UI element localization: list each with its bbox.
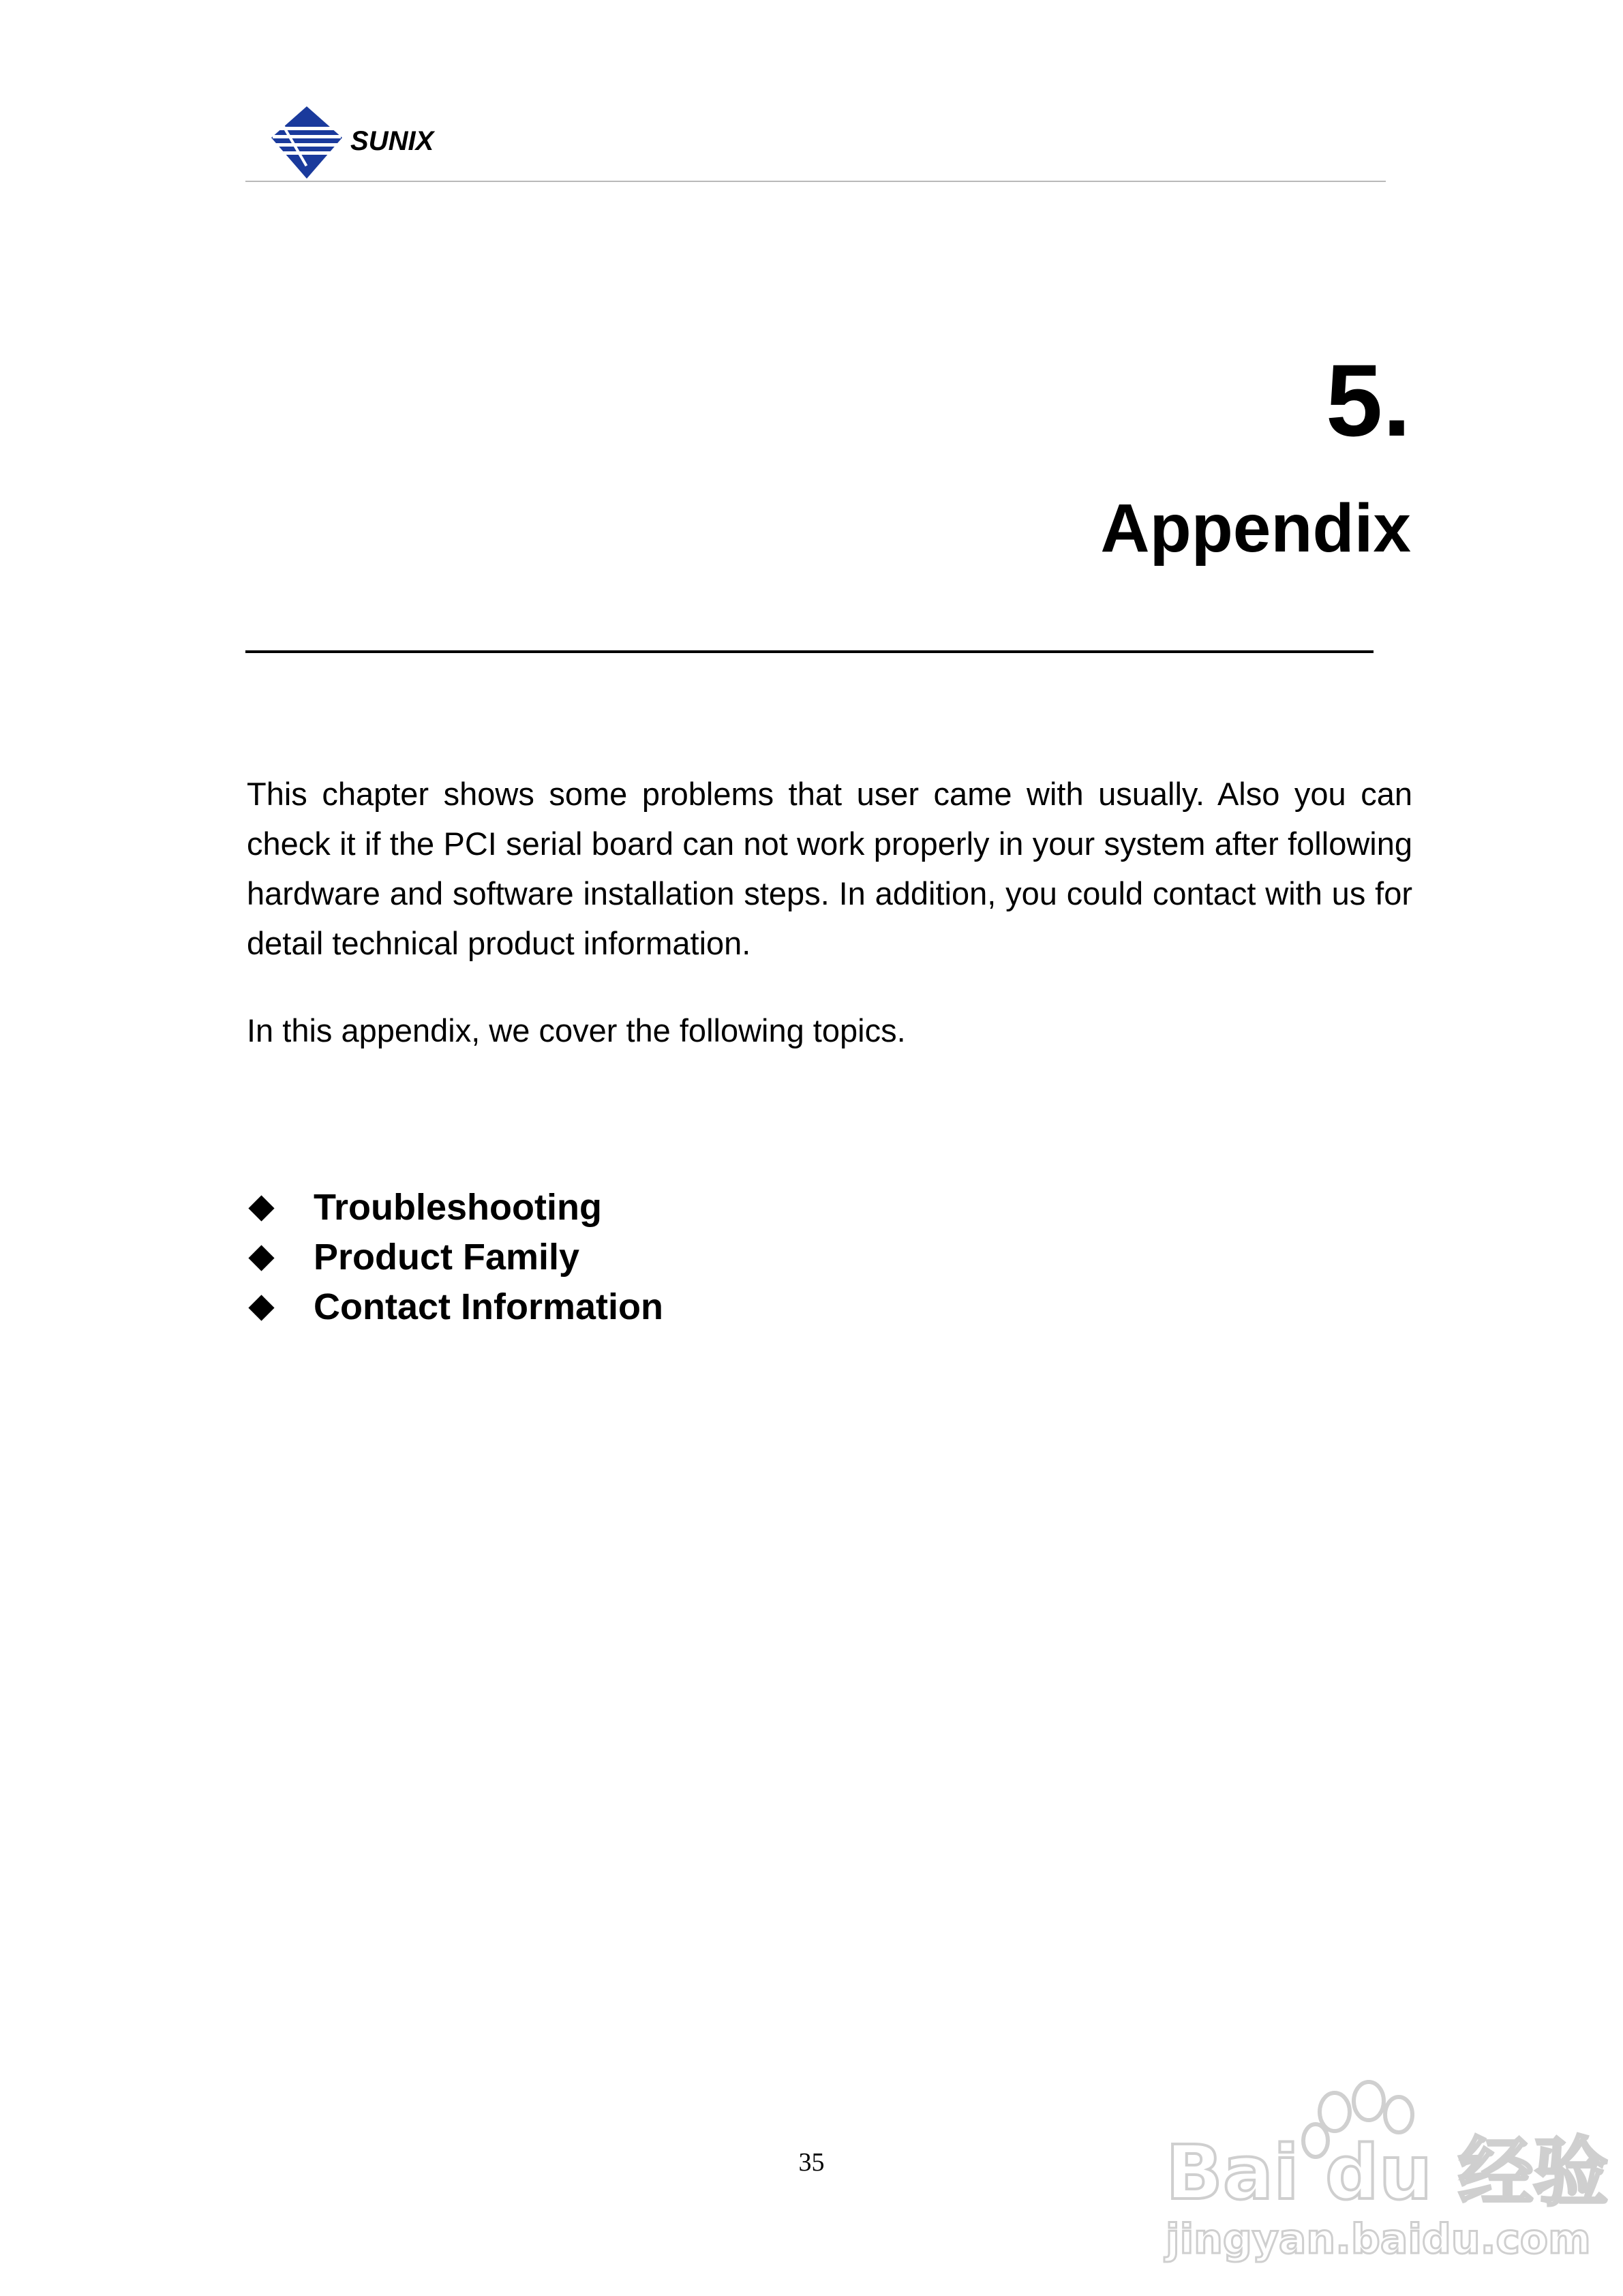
header-divider xyxy=(245,181,1386,182)
page-number: 35 xyxy=(798,2148,825,2177)
intro-paragraph: This chapter shows some problems that user came with usually. Also you can check it if the PCI serial board can not work properly in your system after following hardware and software installation steps. In addition, you could contact with us for detail technical product information. xyxy=(247,776,1412,961)
chapter-divider xyxy=(245,650,1374,653)
logo-wordmark: SUNIX xyxy=(350,126,434,156)
diamond-bullet-icon xyxy=(247,1293,275,1322)
topic-contact-information: Contact Information xyxy=(314,1286,663,1327)
topic-troubleshooting: Troubleshooting xyxy=(314,1187,602,1228)
list-item xyxy=(247,1282,663,1332)
list-item xyxy=(247,1183,663,1233)
diamond-bullet-icon xyxy=(247,1243,275,1272)
diamond-bullet-icon xyxy=(247,1194,275,1222)
topics-lead-paragraph: In this appendix, we cover the following topics. xyxy=(247,1012,906,1048)
baidu-watermark xyxy=(1152,2059,1609,2263)
watermark-brand: Bai du 经验 xyxy=(1166,2129,1609,2216)
watermark-url: jingyan.baidu.com xyxy=(1166,2216,1591,2263)
list-item xyxy=(247,1233,663,1282)
topic-product-family: Product Family xyxy=(314,1237,580,1278)
chapter-title: Appendix xyxy=(1100,490,1411,567)
topics-list xyxy=(247,1183,663,1332)
sunix-logo xyxy=(266,102,464,184)
chapter-number: 5. xyxy=(1325,343,1411,457)
